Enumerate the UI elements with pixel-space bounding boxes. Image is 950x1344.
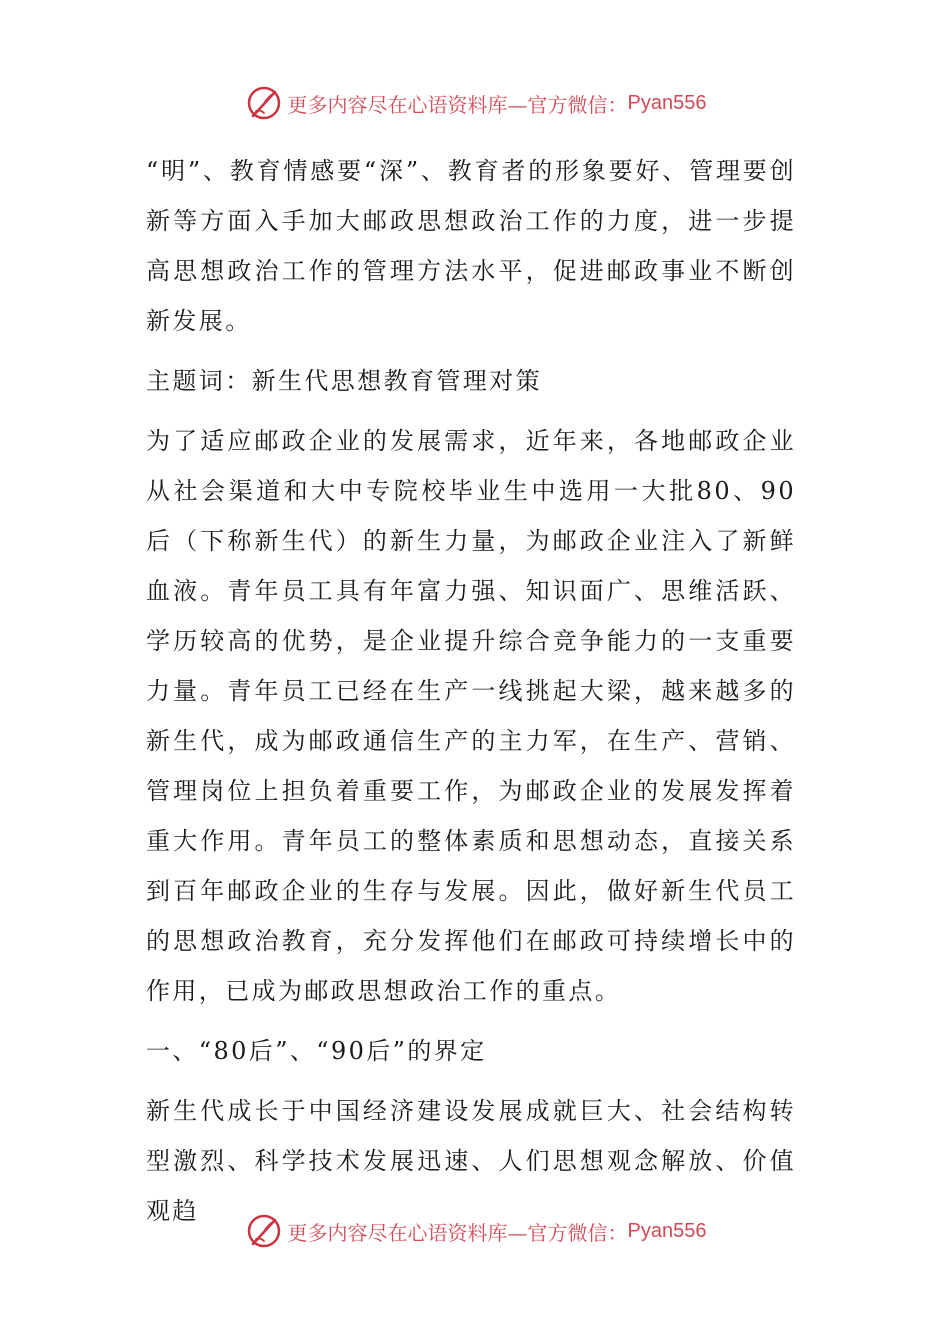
banner-wechat-id: Pyan556 xyxy=(627,1219,707,1242)
paragraph-definition: 新生代成长于中国经济建设发展成就巨大、社会结构转型激烈、科学技术发展迅速、人们思想观念解放、价值观趋 xyxy=(146,1097,796,1225)
banner-wechat-id: Pyan556 xyxy=(627,91,707,114)
banner-text: 更多内容尽在心语资料库—官方微信： xyxy=(287,1220,628,1245)
header-watermark-banner xyxy=(0,78,950,128)
keywords-line: 主题词：新生代思想教育管理对策 xyxy=(146,367,542,395)
quill-pen-logo-icon xyxy=(244,1211,284,1251)
quill-pen-logo-icon xyxy=(244,83,284,123)
banner-text: 更多内容尽在心语资料库—官方微信： xyxy=(287,92,628,117)
footer-watermark-banner xyxy=(0,1206,950,1256)
section-heading-definition: 一、“80后”、“90后”的界定 xyxy=(146,1037,487,1065)
paragraph-intro-continuation: “明”、教育情感要“深”、教育者的形象要好、管理要创新等方面入手加大邮政思想政治工作的力度，进一步提高思想政治工作的管理方法水平，促进邮政事业不断创新发展。 xyxy=(146,157,796,335)
document-body xyxy=(146,146,796,1246)
paragraph-background: 为了适应邮政企业的发展需求，近年来，各地邮政企业从社会渠道和大中专院校毕业生中选用一大批80、90后（下称新生代）的新生力量，为邮政企业注入了新鲜血液。青年员工具有年富力强、知识面广、思维活跃、学历较高的优势，是企业提升综合竞争能力的一支重要力量。青年员工已经在生产一线挑起大梁，越来越多的新生代，成为邮政通信生产的主力军，在生产、营销、管理岗位上担负着重要工作，为邮政企业的发展发挥着重大作用。青年员工的整体素质和思想动态，直接关系到百年邮政企业的生存与发展。因此，做好新生代员工的思想政治教育，充分发挥他们在邮政可持续增长中的作用，已成为邮政思想政治工作的重点。 xyxy=(146,427,796,1005)
